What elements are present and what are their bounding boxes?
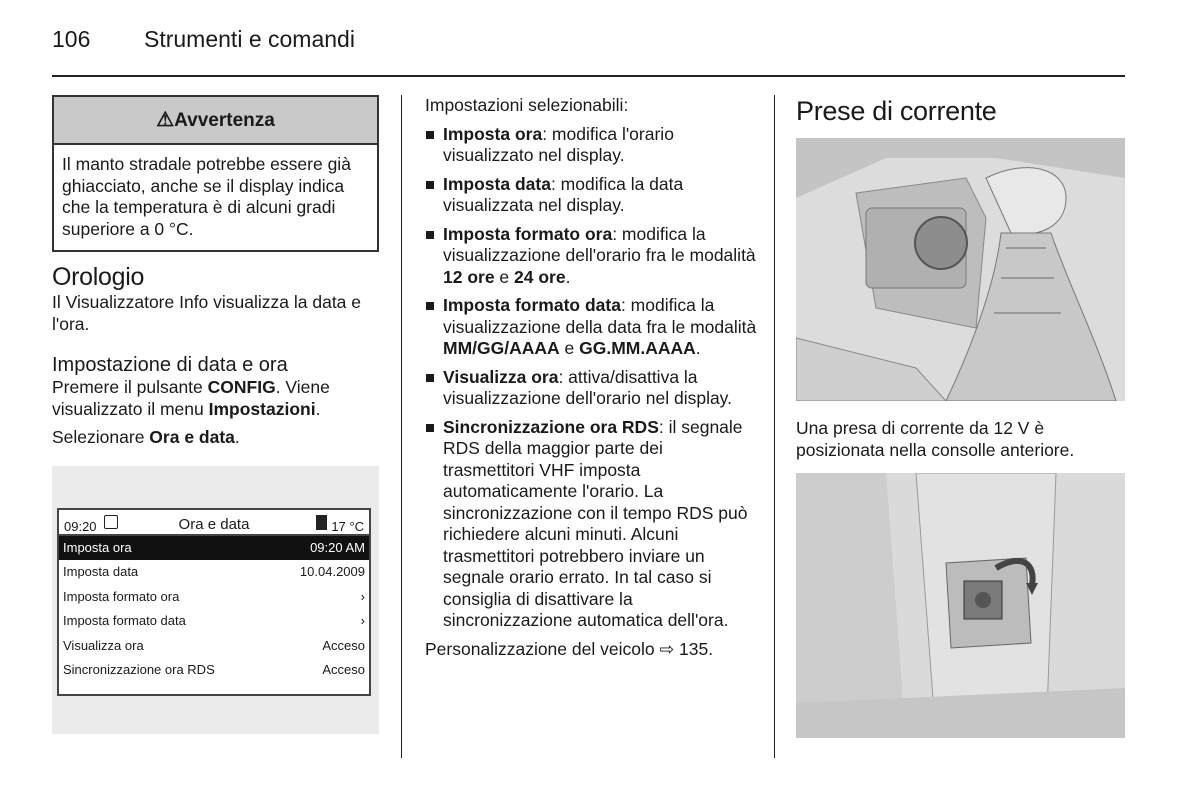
column-middle xyxy=(425,95,757,660)
menu-row[interactable]: Imposta formato data › xyxy=(59,609,369,634)
header-rule xyxy=(52,75,1125,77)
column-left xyxy=(52,95,379,734)
page-number: 106 xyxy=(52,26,91,52)
list-item: Imposta ora: modifica l'orario visualizzato nel display. xyxy=(425,124,757,167)
menu-row[interactable]: Sincronizzazione ora RDS Acceso xyxy=(63,662,365,677)
column-divider xyxy=(401,95,402,758)
column-divider xyxy=(774,95,775,758)
chapter-title: Strumenti e comandi xyxy=(144,26,355,52)
chevron-right-icon: › xyxy=(360,613,365,628)
thermometer-icon xyxy=(316,515,327,530)
gear-lever-illustration xyxy=(796,138,1125,401)
menu-row[interactable]: Visualizza ora Acceso xyxy=(63,637,365,653)
warning-header xyxy=(54,97,377,145)
cross-reference: Personalizzazione del veicolo ⇨ 135. xyxy=(425,638,714,659)
chevron-right-icon: › xyxy=(360,588,365,604)
section-heading: Orologio xyxy=(52,263,145,291)
warning-triangle-icon: ⚠ xyxy=(156,109,175,131)
reference-arrow-icon: ⇨ xyxy=(659,638,675,659)
list-item: Visualizza ora: attiva/disattiva la visualizzazione dell'orario nel display. xyxy=(425,367,757,410)
display-status-bar xyxy=(59,510,369,536)
column-right xyxy=(796,95,1125,738)
list-item: Imposta data: modifica la data visualizzata nel display. xyxy=(425,174,757,217)
list-item: Sincronizzazione ora RDS: il segnale RDS della maggior parte dei trasmettitori VHF imposta automaticamente l'orario. La sincronizzazione con il tempo RDS può richiedere alcuni minuti. Alcuni trasmettitori potrebbero inviare un segnale orario errato. In tal caso si consiglia di disattivare la sincronizzazione automatica dell'ora. xyxy=(425,417,757,632)
display-temperature: 17 °C xyxy=(331,518,364,534)
display-time: 09:20 xyxy=(64,518,97,534)
subsection-heading: Impostazione di data e ora xyxy=(52,354,288,376)
power-outlet-illustration xyxy=(796,473,1125,738)
warning-box xyxy=(52,95,379,252)
gear-shift-photo xyxy=(796,138,1125,401)
config-paragraph: Premere il pulsante CONFIG. Viene visualizzato il menu Impostazioni. xyxy=(52,377,330,419)
select-paragraph: Selezionare Ora e data. xyxy=(52,427,240,447)
list-item: Imposta formato data: modifica la visualizzazione della data fra le modalità MM/GG/AAAA e GG.MM.AAAA. xyxy=(425,295,757,360)
power-outlet-photo xyxy=(796,473,1125,738)
power-caption: Una presa di corrente da 12 V è posizionata nella consolle anteriore. xyxy=(796,418,1075,460)
display-title: Ora e data xyxy=(178,515,250,533)
section-heading: Prese di corrente xyxy=(796,96,997,126)
menu-row[interactable]: Imposta data 10.04.2009 xyxy=(63,564,365,579)
info-display-screen xyxy=(57,508,371,696)
menu-row[interactable]: Imposta formato ora › xyxy=(59,585,369,610)
display-figure xyxy=(52,466,379,734)
list-item: Imposta formato ora: modifica la visualizzazione dell'orario fra le modalità 12 ore e 24 ore. xyxy=(425,224,757,289)
warning-title: Avvertenza xyxy=(174,110,275,131)
settings-list xyxy=(425,124,757,632)
clock-intro: Il Visualizzatore Info visualizza la data e l'ora. xyxy=(52,292,362,334)
page-header xyxy=(52,26,355,53)
warning-text: Il manto stradale potrebbe essere già ghiacciato, anche se il display indica che la temperatura è di alcuni gradi superiore a 0 °C. xyxy=(62,154,351,239)
settings-intro: Impostazioni selezionabili: xyxy=(425,95,629,115)
menu-row[interactable]: Imposta ora 09:20 AM xyxy=(59,536,369,561)
